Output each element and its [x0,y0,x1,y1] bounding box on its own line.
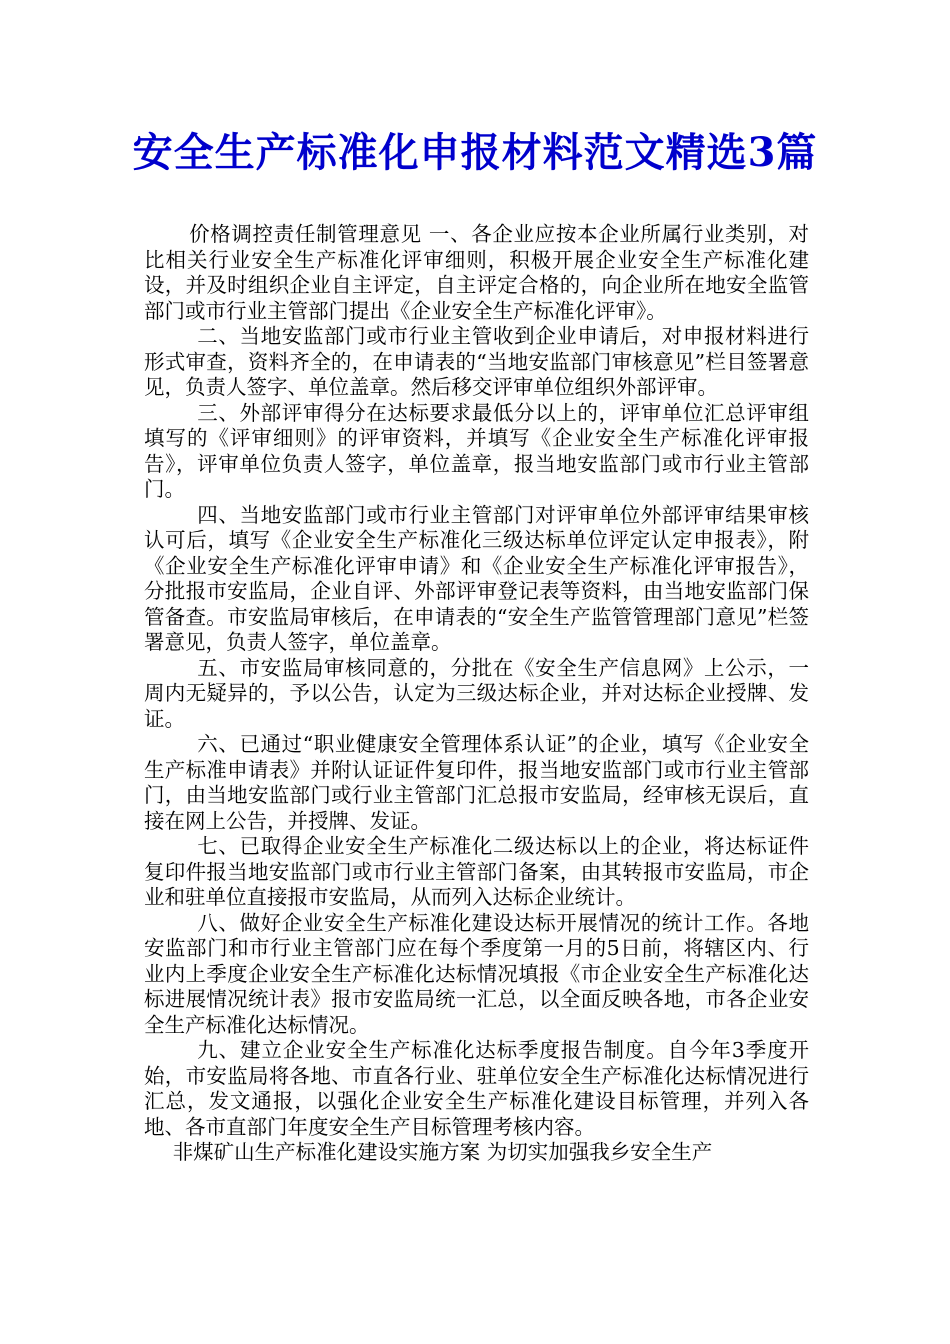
paragraph-3: 三、外部评审得分在达标要求最低分以上的，评审单位汇总评审组填写的《评审细则》的评审资料，并填写《企业安全生产标准化评审报告》，评审单位负责人签字，单位盖章，报当地安监部门或市行业主管部门。 [144,400,809,501]
document-body [144,222,809,1166]
paragraph-8: 八、做好企业安全生产标准化建设达标开展情况的统计工作。各地安监部门和市行业主管部门应在每个季度第一月的5日前，将辖区内、行业内上季度企业安全生产标准化达标情况填报《市企业安全生产标准化达标进展情况统计表》报市安监局统一汇总，以全面反映各地，市各企业安全生产标准化达标情况。 [144,910,809,1037]
paragraph-4: 四、当地安监部门或市行业主管部门对评审单位外部评审结果审核认可后，填写《企业安全生产标准化三级达标单位评定认定申报表》，附《企业安全生产标准化评审申请》和《企业安全生产标准化评审报告》，分批报市安监局，企业自评、外部评审登记表等资料，由当地安监部门保管备查。市安监局审核后，在申请表的“安全生产监管管理部门意见”栏签署意见，负责人签字，单位盖章。 [144,502,809,654]
paragraph-9: 九、建立企业安全生产标准化达标季度报告制度。自今年3季度开始，市安监局将各地、市直各行业、驻单位安全生产标准化达标情况进行汇总，发文通报，以强化企业安全生产标准化建设目标管理，并列入各地、各市直部门年度安全生产目标管理考核内容。 [144,1038,809,1139]
paragraph-5: 五、市安监局审核同意的，分批在《安全生产信息网》上公示，一周内无疑异的，予以公告，认定为三级达标企业，并对达标企业授牌、发证。 [144,655,809,731]
paragraph-7: 七、已取得企业安全生产标准化二级达标以上的企业，将达标证件复印件报当地安监部门或市行业主管部门备案，由其转报市安监局，市企业和驻单位直接报市安监局，从而列入达标企业统计。 [144,834,809,909]
document-title: 安全生产标准化申报材料范文精选3篇 [132,129,818,176]
paragraph-6: 六、已通过“职业健康安全管理体系认证”的企业，填写《企业安全生产标准申请表》并附认证证件复印件，报当地安监部门或市行业主管部门，由当地安监部门或行业主管部门汇总报市安监局，经审核无误后，直接在网上公告，并授牌、发证。 [144,732,809,833]
paragraph-intro: 价格调控责任制管理意见 一、各企业应按本企业所属行业类别，对比相关行业安全生产标准化评审细则，积极开展企业安全生产标准化建设，并及时组织企业自主评定，自主评定合格的，向企业所在地安全监管部门或市行业主管部门提出《企业安全生产标准化评审》。 [144,222,809,323]
paragraph-next-article: 非煤矿山生产标准化建设实施方案 为切实加强我乡安全生产 [172,1140,713,1164]
paragraph-2: 二、当地安监部门或市行业主管收到企业申请后，对申报材料进行形式审查，资料齐全的，在申请表的“当地安监部门审核意见”栏目签署意见，负责人签字、单位盖章。然后移交评审单位组织外部评审。 [144,324,809,399]
